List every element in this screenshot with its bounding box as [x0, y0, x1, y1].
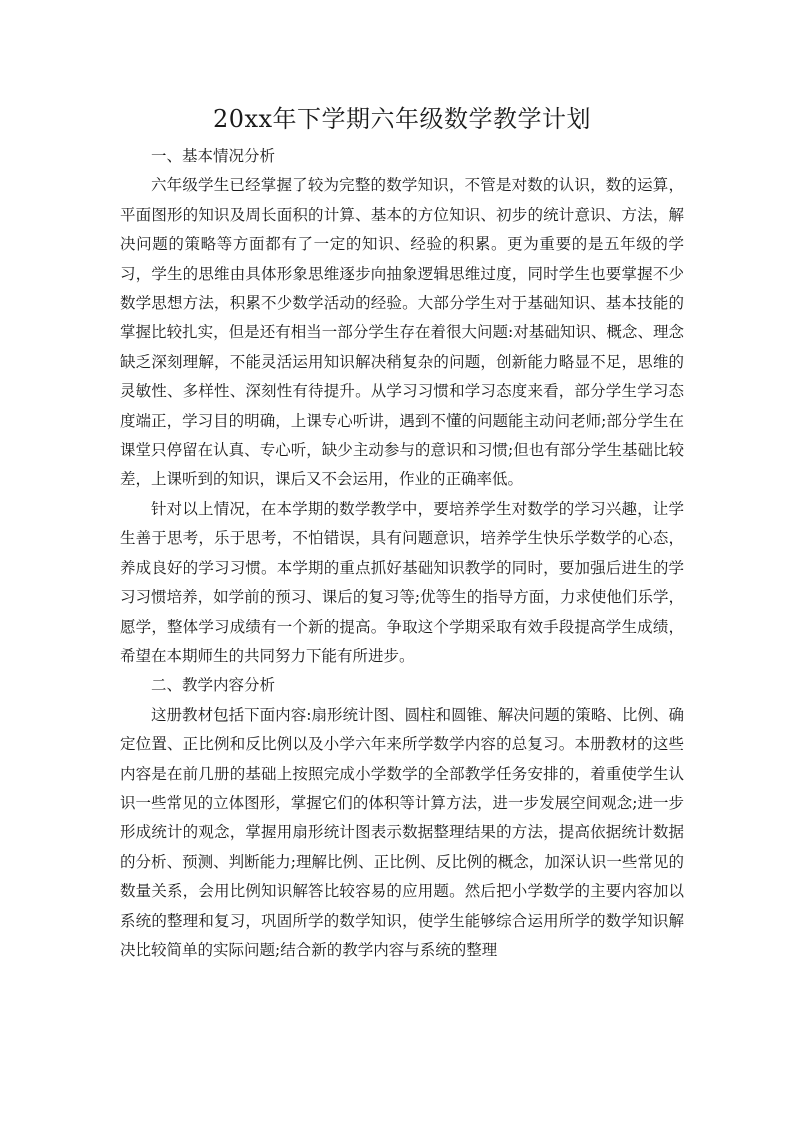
paragraph-teaching-approach: 针对以上情况，在本学期的数学教学中，要培养学生对数学的学习兴趣，让学生善于思考，乐于思考，不怕错误，具有问题意识，培养学生快乐学数学的心态，养成良好的学习习惯。本学期的重点抓好基础知识教学的同时，要加强后进生的学习习惯培养，如学前的预习、课后的复习等;优等生的指导方面，力求使他们乐学，愿学，整体学习成绩有一个新的提高。争取这个学期采取有效手段提高学生成绩，希望在本期师生的共同努力下能有所进步。 [120, 499, 684, 665]
section-heading-content-analysis: 二、教学内容分析 [151, 676, 276, 695]
document-body [120, 104, 684, 965]
paragraph-textbook-content: 这册教材包括下面内容:扇形统计图、圆柱和圆锥、解决问题的策略、比例、确定位置、正比例和反比例以及小学六年来所学数学内容的总复习。本册教材的这些内容是在前几册的基础上按照完成小学数学的全部教学任务安排的，着重使学生认识一些常见的立体图形，掌握它们的体积等计算方法，进一步发展空间观念;进一步形成统计的观念，掌握用扇形统计图表示数据整理结果的方法，提高依据统计数据的分析、预测、判断能力;理解比例、正比例、反比例的概念，加深认识一些常见的数量关系，会用比例知识解答比较容易的应用题。然后把小学数学的主要内容加以系统的整理和复习，巩固所学的数学知识，使学生能够综合运用所学的数学知识解决比较简单的实际问题;结合新的教学内容与系统的整理 [120, 705, 684, 959]
section-heading-basic-situation: 一、基本情况分析 [151, 147, 276, 165]
document-title: 20xx年下学期六年级数学教学计划 [212, 105, 592, 133]
paragraph-student-analysis: 六年级学生已经掌握了较为完整的数学知识，不管是对数的认识，数的运算，平面图形的知识及周长面积的计算、基本的方位知识、初步的统计意识、方法，解决问题的策略等方面都有了一定的知识、经验的积累。更为重要的是五年级的学习，学生的思维由具体形象思维逐步向抽象逻辑思维过度，同时学生也要掌握不少数学思想方法，积累不少数学活动的经验。大部分学生对于基础知识、基本技能的掌握比较扎实，但是还有相当一部分学生存在着很大问题:对基础知识、概念、理念缺乏深刻理解，不能灵活运用知识解决稍复杂的问题，创新能力略显不足，思维的灵敏性、多样性、深刻性有待提升。从学习习惯和学习态度来看，部分学生学习态度端正，学习目的明确，上课专心听讲，遇到不懂的问题能主动问老师;部分学生在课堂只停留在认真、专心听，缺少主动参与的意识和习惯;但也有部分学生基础比较差，上课听到的知识，课后又不会运用，作业的正确率低。 [120, 176, 684, 489]
